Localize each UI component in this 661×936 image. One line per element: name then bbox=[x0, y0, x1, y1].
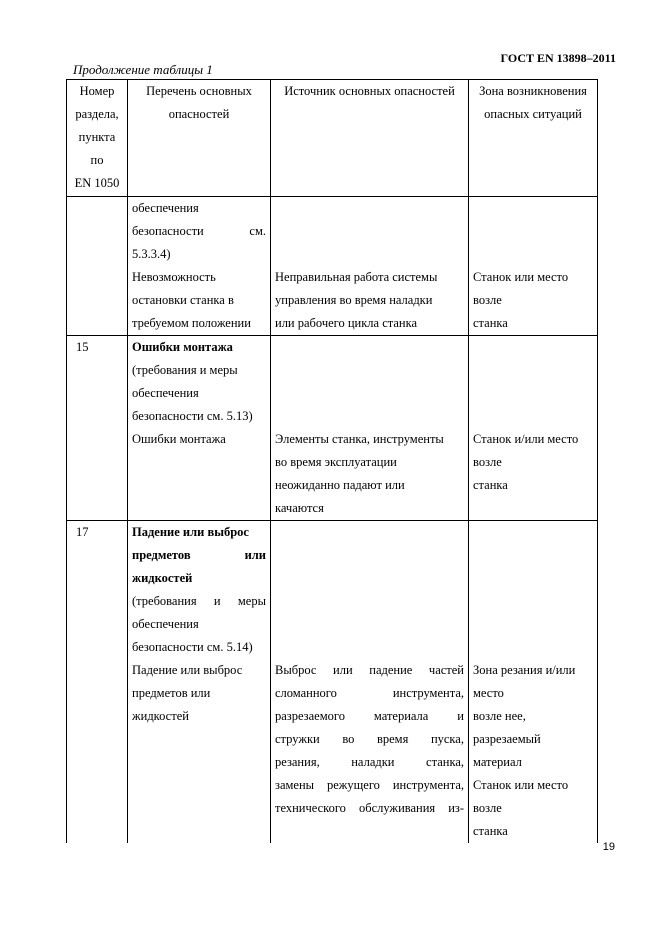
group-title: Падение или выброс bbox=[132, 525, 249, 539]
row-number: 17 bbox=[67, 521, 128, 844]
row-source: Элементы станка, инструменты во время эксплуатации неожиданно падают или качаются bbox=[271, 336, 469, 521]
group-title: жидкостей bbox=[132, 571, 193, 585]
header-section-number: Номер раздела, пункта по EN 1050 bbox=[67, 80, 128, 197]
row-zone: Станок или место возле станка bbox=[469, 197, 598, 336]
row-zone: Станок и/или место возле станка bbox=[469, 336, 598, 521]
table-row bbox=[67, 336, 598, 521]
hazards-table bbox=[66, 79, 598, 843]
row-source: Выброс или падение частей сломанного инструмента, разрезаемого материала и стружки во время пуска, резания, наладки станка, замены режущего инструмента, технического обслуживания из- bbox=[271, 521, 469, 844]
page-number: 19 bbox=[602, 841, 615, 853]
table-row bbox=[67, 197, 598, 336]
standard-code: ГОСТ EN 13898–2011 bbox=[500, 51, 616, 65]
row-number bbox=[67, 197, 128, 336]
table-header-row bbox=[67, 80, 598, 197]
row-number: 15 bbox=[67, 336, 128, 521]
header-hazard-zone: Зона возникновения опасных ситуаций bbox=[469, 80, 598, 197]
row-source: Неправильная работа системы управления во время наладки или рабочего цикла станка bbox=[271, 197, 469, 336]
table-row bbox=[67, 521, 598, 844]
group-title: Ошибки монтажа bbox=[132, 340, 233, 354]
header-hazard-source: Источник основных опасностей bbox=[271, 80, 469, 197]
row-hazard: Ошибки монтажа (требования и меры обеспечения безопасности см. 5.13) Ошибки монтажа bbox=[128, 336, 271, 521]
group-title: предметов или bbox=[132, 548, 266, 562]
row-hazard: обеспечения безопасности см. 5.3.3.4) Невозможность остановки станка в требуемом положении bbox=[128, 197, 271, 336]
row-hazard: Падение или выброс предметов или жидкостей (требования и меры обеспечения безопасности см. 5.14) Падение или выброс предметов или жидкостей bbox=[128, 521, 271, 844]
row-zone: Зона резания и/или место возле нее, разрезаемый материал Станок или место возле станка bbox=[469, 521, 598, 844]
header-hazard-list: Перечень основных опасностей bbox=[128, 80, 271, 197]
table-caption: Продолжение таблицы 1 bbox=[73, 62, 213, 77]
